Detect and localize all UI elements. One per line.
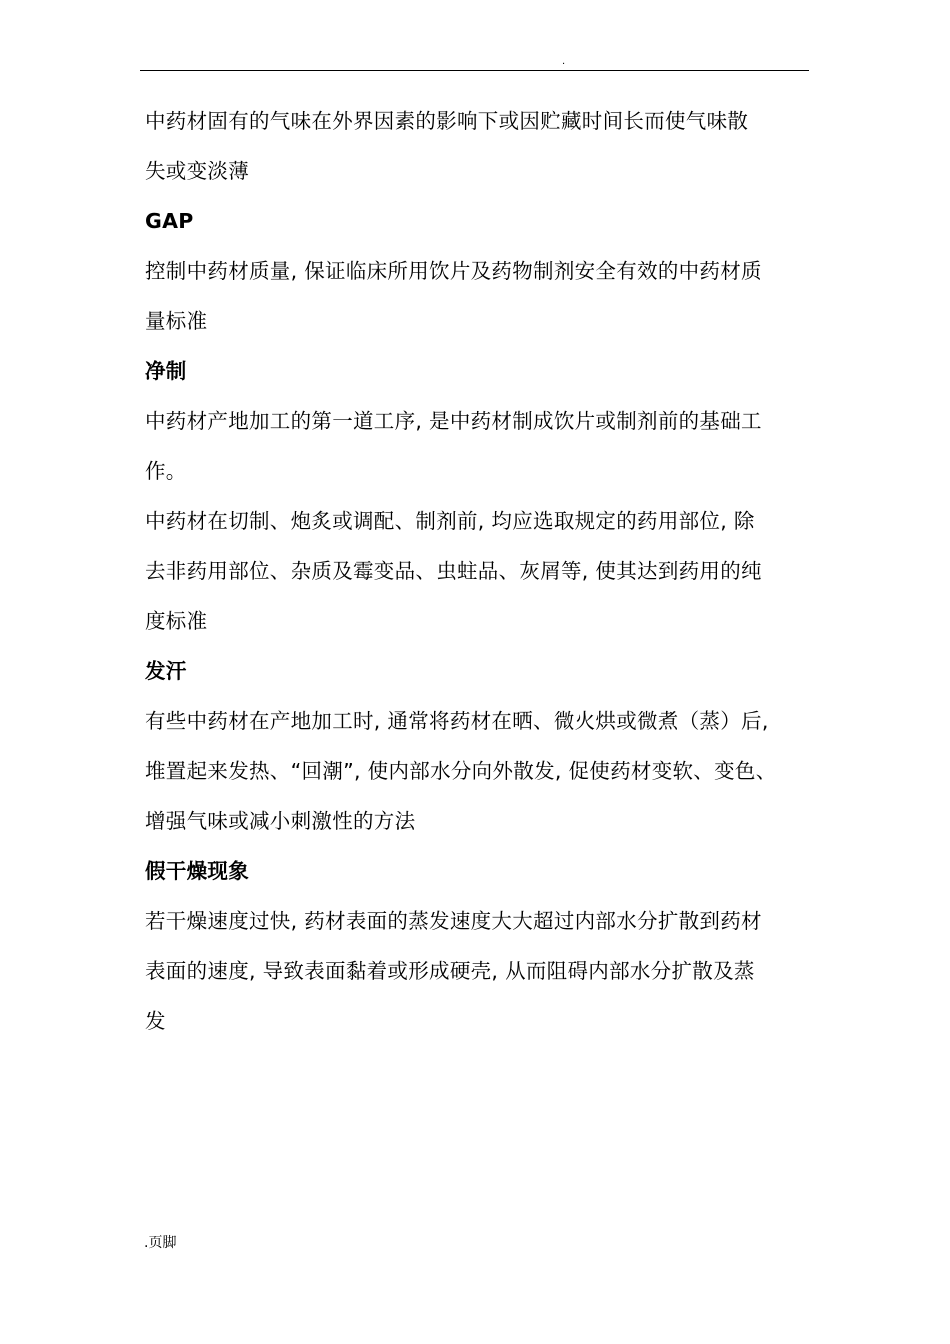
term-heading: GAP [145, 209, 194, 233]
definition-line: 中药材固有的气味在外界因素的影响下或因贮藏时间长而使气味散 [145, 109, 749, 133]
definition-line: 发 [145, 1009, 166, 1033]
term-heading: 假干燥现象 [145, 859, 249, 883]
definition-line: 有些中药材在产地加工时, 通常将药材在晒、微火烘或微煮（蒸）后, [145, 709, 769, 733]
term-heading: 发汗 [145, 659, 187, 683]
page-footer: .页脚 [144, 1235, 177, 1251]
definition-line: 控制中药材质量, 保证临床所用饮片及药物制剂安全有效的中药材质 [145, 259, 762, 283]
definition-line: 中药材产地加工的第一道工序, 是中药材制成饮片或制剂前的基础工 [145, 409, 762, 433]
definition-line: 作。 [145, 459, 187, 483]
definition-line: 去非药用部位、杂质及霉变品、虫蛀品、灰屑等, 使其达到药用的纯 [145, 559, 762, 583]
definition-line: 若干燥速度过快, 药材表面的蒸发速度大大超过内部水分扩散到药材 [145, 909, 762, 933]
definition-line: 中药材在切制、炮炙或调配、制剂前, 均应选取规定的药用部位, 除 [145, 509, 755, 533]
definition-line: 表面的速度, 导致表面黏着或形成硬壳, 从而阻碍内部水分扩散及蒸 [145, 959, 755, 983]
definition-line: 堆置起来发热、“回潮”, 使内部水分向外散发, 促使药材变软、变色、 [145, 759, 777, 783]
definition-line: 增强气味或减小刺激性的方法 [145, 809, 416, 833]
definition-line: 量标准 [145, 309, 208, 333]
term-heading: 净制 [145, 359, 187, 383]
document-body [145, 96, 820, 1046]
header-rule [140, 70, 809, 71]
definition-line: 度标准 [145, 609, 208, 633]
definition-line: 失或变淡薄 [145, 159, 249, 183]
header-mark: . [562, 56, 566, 67]
